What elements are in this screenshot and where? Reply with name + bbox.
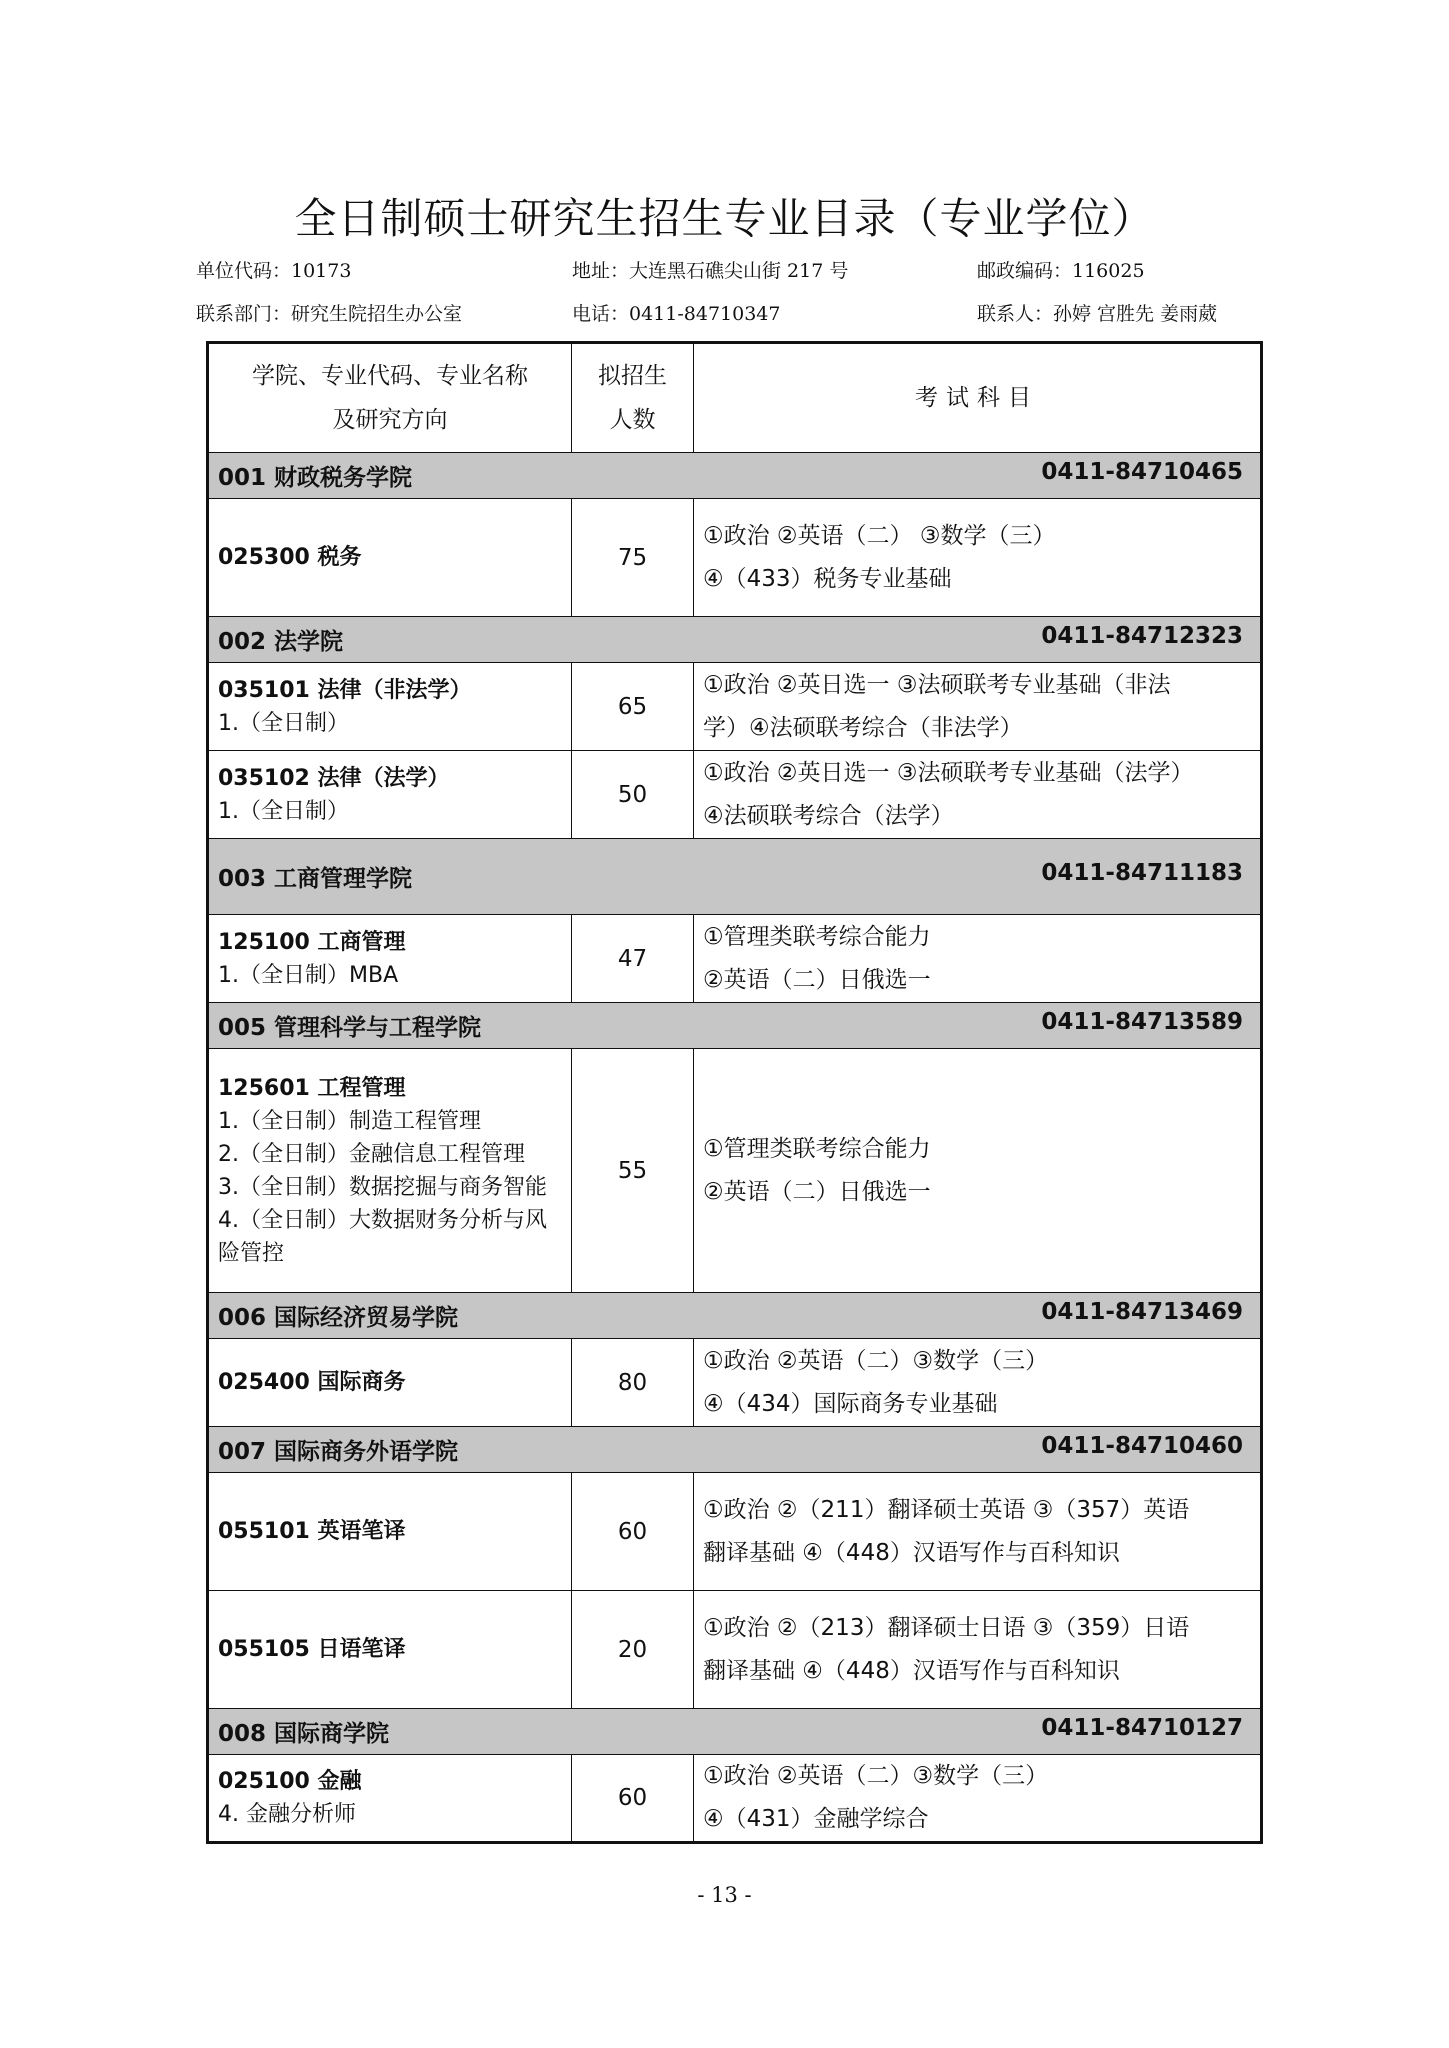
major-row xyxy=(208,751,1262,839)
exam-cell xyxy=(694,1473,1262,1591)
department-phone: 0411-84710465 xyxy=(1041,459,1243,485)
major-cell xyxy=(208,1591,572,1709)
exam-line: 翻译基础 ④（448）汉语写作与百科知识 xyxy=(703,1539,1120,1566)
contact-persons: 联系人：孙婷 宫胜先 姜雨葳 xyxy=(977,303,1218,325)
table-body xyxy=(208,453,1262,1843)
exam-line: ①政治 ②英语（二）③数学（三） xyxy=(703,1347,1049,1374)
exam-cell xyxy=(694,1049,1262,1293)
exam-cell xyxy=(694,1339,1262,1427)
header-exam: 考试科目 xyxy=(694,343,1262,453)
research-direction: 3.（全日制）数据挖掘与商务智能 xyxy=(218,1174,547,1200)
research-direction: 1.（全日制）制造工程管理 xyxy=(218,1108,481,1134)
major-row xyxy=(208,1473,1262,1591)
address: 地址：大连黑石礁尖山街 217 号 xyxy=(572,260,849,282)
major-cell xyxy=(208,499,572,617)
major-name: 035102 法律（法学） xyxy=(218,765,450,791)
exam-line: ④（433）税务专业基础 xyxy=(703,565,952,592)
quota-cell: 60 xyxy=(572,1755,694,1843)
major-name: 125100 工商管理 xyxy=(218,929,406,955)
department-cell xyxy=(208,839,1262,915)
exam-line: ①政治 ②英语（二） ③数学（三） xyxy=(703,522,1056,549)
exam-line: ①政治 ②英语（二）③数学（三） xyxy=(703,1763,1049,1789)
research-direction: 1.（全日制） xyxy=(218,710,349,736)
department-row xyxy=(208,1293,1262,1339)
department-cell xyxy=(208,1709,1262,1755)
exam-cell xyxy=(694,1755,1262,1843)
header-major xyxy=(208,343,572,453)
exam-line: 学）④法硕联考综合（非法学） xyxy=(703,714,1023,741)
department-row xyxy=(208,1427,1262,1473)
department-phone: 0411-84712323 xyxy=(1041,623,1243,649)
department-cell xyxy=(208,453,1262,499)
exam-cell xyxy=(694,663,1262,751)
header-major-line1: 学院、专业代码、专业名称 xyxy=(252,363,528,389)
major-cell xyxy=(208,1339,572,1427)
department-name: 002 法学院 xyxy=(218,629,344,655)
department-row xyxy=(208,839,1262,915)
exam-line: ④法硕联考综合（法学） xyxy=(703,802,954,829)
major-cell xyxy=(208,663,572,751)
page-number: - 13 - xyxy=(697,1883,752,1907)
contact-department: 联系部门：研究生院招生办公室 xyxy=(196,303,463,325)
department-cell xyxy=(208,1427,1262,1473)
department-cell xyxy=(208,617,1262,663)
research-direction: 2.（全日制）金融信息工程管理 xyxy=(218,1141,525,1167)
quota-cell: 75 xyxy=(572,499,694,617)
unit-code: 单位代码：10173 xyxy=(196,260,352,282)
department-name: 007 国际商务外语学院 xyxy=(218,1439,459,1465)
research-direction: 1.（全日制）MBA xyxy=(218,962,399,988)
exam-line: ①管理类联考综合能力 xyxy=(703,1135,931,1162)
department-phone: 0411-84713589 xyxy=(1041,1009,1243,1035)
quota-cell: 55 xyxy=(572,1049,694,1293)
major-cell xyxy=(208,751,572,839)
department-name: 003 工商管理学院 xyxy=(218,866,413,892)
exam-cell xyxy=(694,915,1262,1003)
exam-line: ①政治 ②（213）翻译硕士日语 ③（359）日语 xyxy=(703,1614,1190,1641)
department-phone: 0411-84710460 xyxy=(1041,1433,1243,1459)
department-name: 001 财政税务学院 xyxy=(218,465,413,491)
department-name: 008 国际商学院 xyxy=(218,1721,390,1747)
header-quota-line2: 人数 xyxy=(609,407,656,433)
exam-line: ②英语（二）日俄选一 xyxy=(703,966,931,993)
quota-cell: 65 xyxy=(572,663,694,751)
major-cell xyxy=(208,915,572,1003)
major-name: 025400 国际商务 xyxy=(218,1370,406,1395)
major-cell xyxy=(208,1473,572,1591)
major-name: 055101 英语笔译 xyxy=(218,1519,406,1544)
quota-cell: 80 xyxy=(572,1339,694,1427)
exam-cell xyxy=(694,751,1262,839)
major-name: 025100 金融 xyxy=(218,1769,362,1794)
page-title: 全日制硕士研究生招生专业目录（专业学位） xyxy=(294,194,1155,243)
major-name: 025300 税务 xyxy=(218,545,362,570)
research-direction: 1.（全日制） xyxy=(218,798,349,824)
major-name: 035101 法律（非法学） xyxy=(218,677,472,703)
department-cell xyxy=(208,1293,1262,1339)
exam-line: ②英语（二）日俄选一 xyxy=(703,1178,931,1205)
major-row xyxy=(208,1755,1262,1843)
quota-cell: 47 xyxy=(572,915,694,1003)
major-row xyxy=(208,1339,1262,1427)
quota-cell: 50 xyxy=(572,751,694,839)
major-row xyxy=(208,1591,1262,1709)
contact-phone: 电话：0411-84710347 xyxy=(572,303,781,325)
research-direction: 4. 金融分析师 xyxy=(218,1802,356,1827)
header-quota-line1: 拟招生 xyxy=(598,363,667,389)
exam-cell xyxy=(694,499,1262,617)
department-cell xyxy=(208,1003,1262,1049)
major-name: 055105 日语笔译 xyxy=(218,1637,406,1662)
exam-line: ①政治 ②英日选一 ③法硕联考专业基础（非法 xyxy=(703,671,1171,698)
header-quota xyxy=(572,343,694,453)
exam-line: 翻译基础 ④（448）汉语写作与百科知识 xyxy=(703,1657,1120,1684)
major-row xyxy=(208,499,1262,617)
exam-line: ①政治 ②（211）翻译硕士英语 ③（357）英语 xyxy=(703,1496,1190,1523)
department-row xyxy=(208,617,1262,663)
department-row xyxy=(208,453,1262,499)
major-row xyxy=(208,1049,1262,1293)
catalog-table xyxy=(206,341,1263,1844)
department-phone: 0411-84711183 xyxy=(1041,860,1243,886)
department-row xyxy=(208,1709,1262,1755)
postcode: 邮政编码：116025 xyxy=(977,260,1145,282)
major-cell xyxy=(208,1049,572,1293)
header-major-line2: 及研究方向 xyxy=(332,407,448,433)
exam-line: ④（434）国际商务专业基础 xyxy=(703,1390,998,1417)
department-name: 006 国际经济贸易学院 xyxy=(218,1305,459,1331)
major-row xyxy=(208,663,1262,751)
quota-cell: 60 xyxy=(572,1473,694,1591)
department-phone: 0411-84710127 xyxy=(1041,1715,1243,1741)
research-direction: 4.（全日制）大数据财务分析与风险管控 xyxy=(218,1207,547,1266)
major-name: 125601 工程管理 xyxy=(218,1075,406,1101)
major-row xyxy=(208,915,1262,1003)
exam-line: ④（431）金融学综合 xyxy=(703,1806,929,1832)
major-cell xyxy=(208,1755,572,1843)
exam-cell xyxy=(694,1591,1262,1709)
department-phone: 0411-84713469 xyxy=(1041,1299,1243,1325)
exam-line: ①政治 ②英日选一 ③法硕联考专业基础（法学） xyxy=(703,759,1194,786)
quota-cell: 20 xyxy=(572,1591,694,1709)
department-row xyxy=(208,1003,1262,1049)
department-name: 005 管理科学与工程学院 xyxy=(218,1015,482,1041)
table-header-row xyxy=(208,343,1262,453)
exam-line: ①管理类联考综合能力 xyxy=(703,923,931,950)
